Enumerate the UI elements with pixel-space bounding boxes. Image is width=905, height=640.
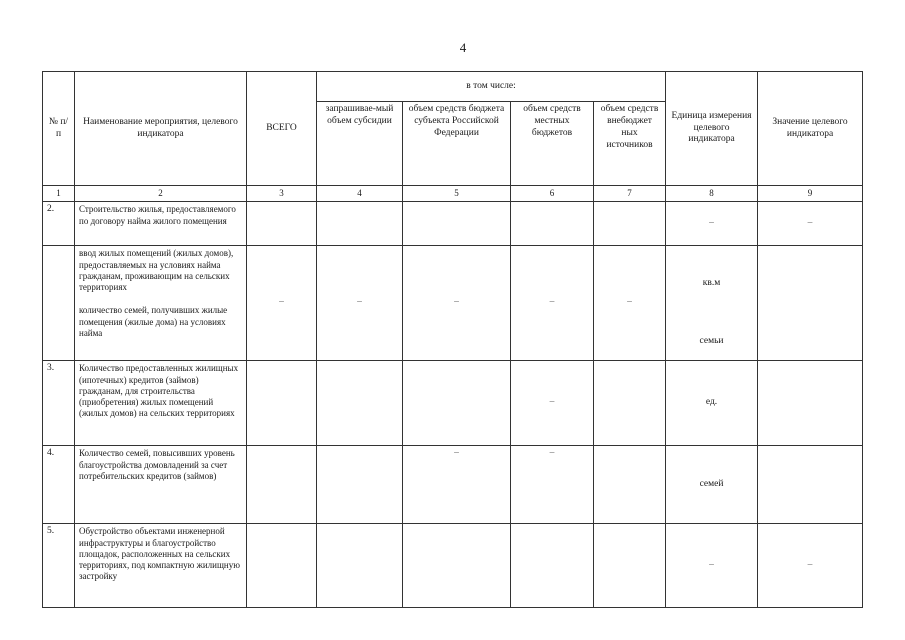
row-title: Обустройство объектами инженерной инфраструктуры и благоустройство площадок, расположенных на сельских территориях, под компактную жилищную застройку — [75, 524, 247, 608]
col-number: 2 — [75, 186, 247, 202]
table-row — [43, 446, 863, 524]
unit-families: семьи — [699, 336, 724, 347]
col-number: 5 — [403, 186, 511, 202]
indicator-table — [42, 71, 863, 608]
unit-units: ед. — [666, 361, 758, 446]
row-number: 2. — [43, 202, 75, 246]
subindicator-housing: ввод жилых помещений (жилых домов), предоставляемых на условиях найма гражданам, проживающим на сельских территориях — [79, 248, 234, 292]
col-number: 4 — [317, 186, 403, 202]
table-row — [43, 361, 863, 446]
dash-mark: – — [549, 397, 555, 408]
dash-mark: – — [454, 297, 459, 308]
dash-mark: – — [807, 559, 813, 570]
dash-mark: – — [279, 297, 284, 308]
dash-mark: – — [709, 559, 714, 570]
row-title: Количество семей, повысивших уровень благоустройства домовладений за счет потребительских кредитов (займов) — [75, 446, 247, 524]
col-number: 1 — [43, 186, 75, 202]
row-number: 4. — [43, 446, 75, 524]
header-offbudget: объем средств внебюджет ных источников — [594, 102, 666, 186]
header-row — [43, 72, 863, 102]
dash-mark: – — [627, 297, 632, 308]
page-number: 4 — [459, 40, 467, 55]
dash-mark: – — [807, 217, 813, 228]
col-number: 7 — [594, 186, 666, 202]
unit-sqm: кв.м — [702, 278, 721, 289]
table-row — [43, 246, 863, 361]
row-number: 3. — [43, 361, 75, 446]
dash-mark: – — [357, 297, 362, 308]
col-number: 8 — [666, 186, 758, 202]
row-subindicators — [75, 246, 247, 361]
row-title: Строительство жилья, предоставляемого по договору найма жилого помещения — [75, 202, 247, 246]
dash-mark: – — [549, 297, 555, 308]
header-unit: Единица измерения целевого индикатора — [666, 72, 758, 186]
col-number: 9 — [758, 186, 863, 202]
header-value: Значение целевого индикатора — [758, 72, 863, 186]
header-local: объем средств местных бюджетов — [511, 102, 594, 186]
row-title: Количество предоставленных жилищных (ипотечных) кредитов (займов) гражданам, для строительства (приобретения) жилых помещений (жилых домов) на сельских территориях — [75, 361, 247, 446]
row-number: 5. — [43, 524, 75, 608]
header-name: Наименование мероприятия, целевого индикатора — [75, 72, 247, 186]
table-row — [43, 202, 863, 246]
subindicator-families: количество семей, получивших жилые помещения (жилые дома) на условиях найма — [79, 305, 228, 338]
col-number: 6 — [511, 186, 594, 202]
header-subsidy: запрашивае-мый объем субсидии — [317, 102, 403, 186]
column-number-row — [43, 186, 863, 202]
table-row — [43, 524, 863, 608]
header-total: ВСЕГО — [247, 72, 317, 186]
col-number: 3 — [247, 186, 317, 202]
header-num: № п/п — [43, 72, 75, 186]
dash-mark: – — [454, 448, 459, 459]
header-regional: объем средств бюджета субъекта Российской Федерации — [403, 102, 511, 186]
unit-families: семей — [666, 446, 758, 524]
header-including: в том числе: — [317, 72, 666, 102]
dash-mark: – — [549, 448, 555, 459]
dash-mark: – — [709, 217, 714, 228]
